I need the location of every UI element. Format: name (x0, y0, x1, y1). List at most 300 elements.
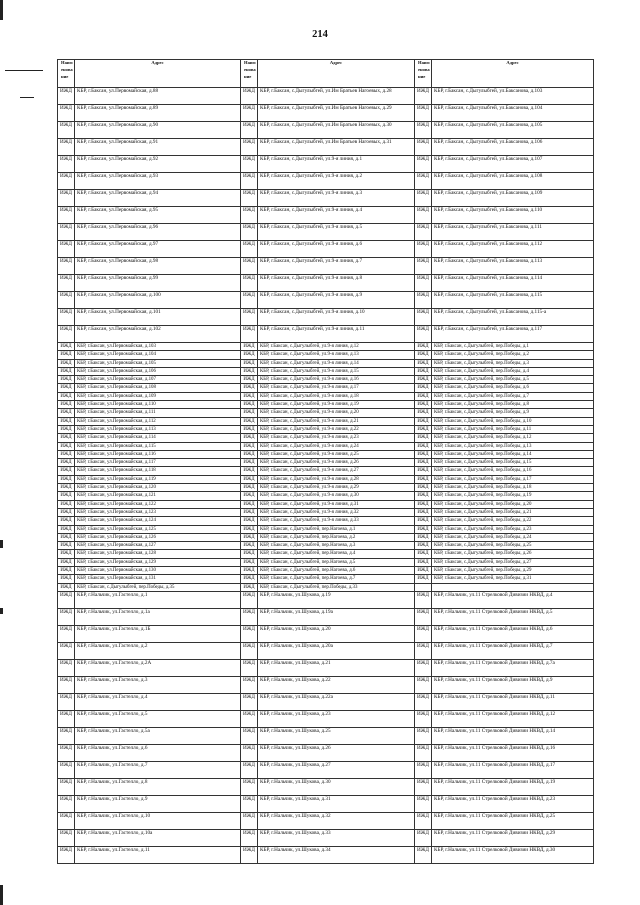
object-type-cell: ИЖД (241, 744, 258, 761)
address-cell: КБР, г.Баксан, с.Дыгулыбгей, ул.9-я линия, д.12 (258, 343, 415, 351)
object-type-cell: ИЖД (415, 425, 432, 433)
address-cell: КБР, г.Баксан, с.Дыгулыбгей, пер.Победы, д.15 (432, 459, 594, 467)
address-cell: КБР, г.Нальчик, ул.Шукова, д.19 (258, 591, 415, 608)
address-cell: КБР, г.Баксан, с.Дыгулыбгей, ул.9-я линия, д.11 (258, 326, 415, 343)
address-cell: КБР, г.Баксан, ул.Первомайская, д.117 (75, 459, 241, 467)
address-cell: КБР, г.Баксан, ул.Первомайская, д.129 (75, 558, 241, 566)
object-type-cell: ИЖД (241, 467, 258, 475)
address-cell: КБР, г.Нальчик, ул.Гастелло, д.5 (75, 710, 241, 727)
object-type-cell: ИЖД (58, 442, 75, 450)
table-row (58, 359, 594, 367)
object-type-cell: ИЖД (415, 517, 432, 525)
object-type-cell: ИЖД (241, 642, 258, 659)
address-cell: КБР, г.Нальчик, ул.Шукова, д.26 (258, 744, 415, 761)
object-type-cell: ИЖД (241, 459, 258, 467)
object-type-cell: ИЖД (241, 190, 258, 207)
address-cell: КБР, г.Баксан, с.Дыгулыбгей, ул.Баксанова, д.108 (432, 173, 594, 190)
address-cell: КБР, г.Баксан, с.Дыгулыбгей, пер.Победы, д.9 (432, 409, 594, 417)
object-type-cell: ИЖД (58, 88, 75, 105)
address-cell: КБР, г.Баксан, с.Дыгулыбгей, пер.Победы, д.4 (432, 367, 594, 375)
address-cell: КБР, г.Нальчик, ул.Гастелло, д.2А (75, 659, 241, 676)
object-type-cell: ИЖД (415, 744, 432, 761)
table-row (58, 467, 594, 475)
object-type-cell: ИЖД (58, 122, 75, 139)
object-type-cell: ИЖД (58, 384, 75, 392)
address-cell: КБР, г.Баксан, с.Дыгулыбгей, ул.9-я линия, д.16 (258, 376, 415, 384)
object-type-cell: ИЖД (241, 693, 258, 710)
object-type-cell: ИЖД (58, 343, 75, 351)
address-cell: КБР, г.Баксан, с.Дыгулыбгей, пер.Победы, д.33 (258, 583, 415, 591)
object-type-cell: ИЖД (415, 384, 432, 392)
address-cell: КБР, г.Баксан, ул.Первомайская, д.116 (75, 450, 241, 458)
address-cell: КБР, г.Баксан, с.Дыгулыбгей, пер.Победы, д.1 (432, 343, 594, 351)
table-row (58, 275, 594, 292)
object-type-cell: ИЖД (58, 139, 75, 156)
object-type-cell: ИЖД (415, 575, 432, 583)
address-cell: КБР, г.Баксан, с.Дыгулыбгей, пер.Победы, д.2 (432, 351, 594, 359)
address-cell: КБР, г.Баксан, ул.Первомайская, д.120 (75, 484, 241, 492)
address-cell: КБР, г.Баксан, с.Дыгулыбгей, пер.Победы, д.7 (432, 392, 594, 400)
object-type-cell: ИЖД (241, 525, 258, 533)
address-cell: КБР, г.Баксан, с.Дыгулыбгей, ул.Им Братьев Нагоевых, д.31 (258, 139, 415, 156)
address-cell: КБР, г.Баксан, ул.Первомайская, д.103 (75, 343, 241, 351)
object-type-cell: ИЖД (241, 500, 258, 508)
object-type-cell: ИЖД (415, 343, 432, 351)
column-header-type (58, 60, 75, 88)
object-type-cell: ИЖД (415, 258, 432, 275)
object-type-cell: ИЖД (241, 492, 258, 500)
object-type-cell: ИЖД (415, 156, 432, 173)
table-row (58, 846, 594, 863)
object-type-cell: ИЖД (58, 583, 75, 591)
table-row (58, 558, 594, 566)
object-type-cell: ИЖД (58, 693, 75, 710)
address-cell: КБР, г.Нальчик, ул.11 Стрелковой Дивизии НКВД, д.6 (432, 625, 594, 642)
object-type-cell: ИЖД (415, 778, 432, 795)
address-cell: КБР, г.Баксан, с.Дыгулыбгей, ул.9-я линия, д.15 (258, 367, 415, 375)
object-type-cell: ИЖД (415, 173, 432, 190)
object-type-cell: ИЖД (415, 508, 432, 516)
address-cell: КБР, г.Баксан, ул.Первомайская, д.123 (75, 508, 241, 516)
object-type-cell: ИЖД (241, 533, 258, 541)
object-type-cell: ИЖД (415, 542, 432, 550)
table-row (58, 139, 594, 156)
object-type-cell: ИЖД (415, 351, 432, 359)
scan-mark (5, 70, 43, 71)
address-cell: КБР, г.Нальчик, ул.Шукова, д.33 (258, 829, 415, 846)
table-row (58, 642, 594, 659)
address-cell: КБР, г.Нальчик, ул.Шукова, д.32 (258, 812, 415, 829)
table-row (58, 258, 594, 275)
address-cell: КБР, г.Баксан, ул.Первомайская, д.101 (75, 309, 241, 326)
address-cell: КБР, г.Баксан, ул.Первомайская, д.126 (75, 533, 241, 541)
object-type-cell: ИЖД (415, 608, 432, 625)
address-cell: КБР, г.Нальчик, ул.Гастелло, д.1 (75, 591, 241, 608)
address-cell: КБР, г.Баксан, ул.Первомайская, д.93 (75, 173, 241, 190)
object-type-cell: ИЖД (58, 351, 75, 359)
address-cell: КБР, г.Нальчик, ул.Гастелло, д.11 (75, 846, 241, 863)
object-type-cell: ИЖД (241, 139, 258, 156)
address-cell: КБР, г.Баксан, с.Дыгулыбгей, ул.Баксанова, д.107 (432, 156, 594, 173)
object-type-cell: ИЖД (58, 224, 75, 241)
table-row (58, 812, 594, 829)
object-type-cell: ИЖД (241, 88, 258, 105)
address-cell: КБР, г.Баксан, с.Дыгулыбгей, пер.Победы, д.26 (432, 550, 594, 558)
address-cell: КБР, г.Баксан, с.Дыгулыбгей, ул.Баксанова, д.111 (432, 224, 594, 241)
table-row (58, 744, 594, 761)
table-row (58, 517, 594, 525)
object-type-cell: ИЖД (415, 846, 432, 863)
object-type-cell: ИЖД (415, 275, 432, 292)
table-row (58, 173, 594, 190)
address-cell: КБР, г.Баксан, ул.Первомайская, д.119 (75, 475, 241, 483)
address-cell: КБР, г.Баксан, ул.Первомайская, д.110 (75, 401, 241, 409)
address-cell: КБР, г.Баксан, с.Дыгулыбгей, ул.9-я линия, д.21 (258, 417, 415, 425)
table-row (58, 326, 594, 343)
object-type-cell: ИЖД (241, 846, 258, 863)
address-cell: КБР, г.Баксан, с.Дыгулыбгей, пер.Победы, д.13 (432, 442, 594, 450)
address-cell: КБР, г.Нальчик, ул.11 Стрелковой Дивизии НКВД, д.19 (432, 778, 594, 795)
table-row (58, 442, 594, 450)
address-cell: КБР, г.Баксан, с.Дыгулыбгей, пер.Победы, д.3 (432, 359, 594, 367)
object-type-cell: ИЖД (241, 710, 258, 727)
address-cell: КБР, г.Баксан, с.Дыгулыбгей, ул.Баксанова, д.113 (432, 258, 594, 275)
address-cell: КБР, г.Баксан, с.Дыгулыбгей, пер.Победы, д.6 (432, 384, 594, 392)
table-row (58, 367, 594, 375)
table-row (58, 829, 594, 846)
object-type-cell: ИЖД (241, 409, 258, 417)
table-header-row (58, 60, 594, 88)
table-row (58, 343, 594, 351)
address-cell: КБР, г.Нальчик, ул.11 Стрелковой Дивизии НКВД, д.12 (432, 710, 594, 727)
object-type-cell: ИЖД (58, 450, 75, 458)
object-type-cell: ИЖД (241, 392, 258, 400)
address-cell: КБР, г.Баксан, с.Дыгулыбгей, ул.9-я линия, д.8 (258, 275, 415, 292)
object-type-cell: ИЖД (58, 829, 75, 846)
table-row (58, 778, 594, 795)
object-type-cell: ИЖД (58, 558, 75, 566)
object-type-cell: ИЖД (241, 326, 258, 343)
table-row (58, 583, 594, 591)
object-type-cell: ИЖД (58, 275, 75, 292)
table-row (58, 409, 594, 417)
address-cell: КБР, г.Баксан, с.Дыгулыбгей, ул.9-я линия, д.24 (258, 442, 415, 450)
address-cell: КБР, г.Нальчик, ул.11 Стрелковой Дивизии НКВД, д.29 (432, 829, 594, 846)
object-type-cell: ИЖД (415, 475, 432, 483)
object-type-cell: ИЖД (415, 434, 432, 442)
address-cell: КБР, г.Баксан, ул.Первомайская, д.92 (75, 156, 241, 173)
scan-mark (20, 97, 34, 98)
address-cell: КБР, г.Баксан, с.Дыгулыбгей, ул.9-я линия, д.25 (258, 450, 415, 458)
table-row (58, 492, 594, 500)
table-row (58, 292, 594, 309)
address-cell: КБР, г.Баксан, ул.Первомайская, д.109 (75, 392, 241, 400)
address-cell: КБР, г.Баксан, с.Дыгулыбгей, пер.Победы, д.27 (432, 558, 594, 566)
object-type-cell: ИЖД (241, 608, 258, 625)
object-type-cell: ИЖД (58, 567, 75, 575)
address-cell: КБР, г.Баксан, с.Дыгулыбгей, пер.Нагоева, д.1 (258, 525, 415, 533)
address-cell: КБР, г.Нальчик, ул.11 Стрелковой Дивизии НКВД, д.30 (432, 846, 594, 863)
object-type-cell: ИЖД (241, 727, 258, 744)
table-row (58, 500, 594, 508)
address-cell: КБР, г.Баксан, ул.Первомайская, д.95 (75, 207, 241, 224)
address-cell: КБР, г.Баксан, с.Дыгулыбгей, ул.9-я линия, д.9 (258, 292, 415, 309)
table-row (58, 727, 594, 744)
address-cell: КБР, г.Нальчик, ул.Шукова, д.25 (258, 727, 415, 744)
object-type-cell: ИЖД (241, 778, 258, 795)
object-type-cell: ИЖД (415, 492, 432, 500)
table-row (58, 542, 594, 550)
object-type-cell: ИЖД (241, 309, 258, 326)
address-cell: КБР, г.Баксан, с.Дыгулыбгей, пер.Нагоева, д.4 (258, 550, 415, 558)
address-cell: КБР, г.Баксан, с.Дыгулыбгей, ул.9-я линия, д.22 (258, 425, 415, 433)
object-type-cell: ИЖД (241, 442, 258, 450)
address-cell: КБР, г.Нальчик, ул.Шукова, д.22а (258, 693, 415, 710)
object-type-cell: ИЖД (58, 761, 75, 778)
address-cell: КБР, г.Баксан, ул.Первомайская, д.106 (75, 367, 241, 375)
object-type-cell: ИЖД (58, 608, 75, 625)
object-type-cell: ИЖД (58, 846, 75, 863)
address-cell: КБР, г.Нальчик, ул.Гастелло, д.7 (75, 761, 241, 778)
table-row (58, 351, 594, 359)
address-cell: КБР, г.Баксан, с.Дыгулыбгей, ул.9-я линия, д.4 (258, 207, 415, 224)
object-type-cell: ИЖД (58, 508, 75, 516)
address-cell: КБР, г.Нальчик, ул.11 Стрелковой Дивизии НКВД, д.7а (432, 659, 594, 676)
object-type-cell: ИЖД (415, 105, 432, 122)
address-cell: КБР, г.Баксан, с.Дыгулыбгей, ул.9-я линия, д.28 (258, 475, 415, 483)
address-cell: КБР, г.Баксан, ул.Первомайская, д.121 (75, 492, 241, 500)
table-row (58, 434, 594, 442)
scan-mark (0, 885, 3, 905)
object-type-cell: ИЖД (415, 450, 432, 458)
address-cell: КБР, г.Баксан, с.Дыгулыбгей, ул.9-я линия, д.2 (258, 173, 415, 190)
address-cell: КБР, г.Баксан, с.Дыгулыбгей, ул.Баксанова, д.105 (432, 122, 594, 139)
object-type-cell: ИЖД (241, 659, 258, 676)
table-row (58, 207, 594, 224)
address-cell: КБР, г.Нальчик, ул.Гастелло, д.10а (75, 829, 241, 846)
table-row (58, 710, 594, 727)
object-type-cell: ИЖД (415, 326, 432, 343)
address-cell: КБР, г.Баксан, ул.Первомайская, д.108 (75, 384, 241, 392)
column-header-address: Адрес (258, 60, 415, 88)
object-type-cell: ИЖД (241, 343, 258, 351)
address-cell: КБР, г.Баксан, ул.Первомайская, д.104 (75, 351, 241, 359)
address-cell: КБР, г.Баксан, с.Дыгулыбгей, ул.Баксанова, д.115-а (432, 309, 594, 326)
address-cell: КБР, г.Нальчик, ул.11 Стрелковой Дивизии НКВД, д.11 (432, 693, 594, 710)
object-type-cell: ИЖД (58, 575, 75, 583)
address-cell: КБР, г.Баксан, с.Дыгулыбгей, пер.Победы, д.11 (432, 425, 594, 433)
table-row (58, 425, 594, 433)
address-cell: КБР, г.Нальчик, ул.11 Стрелковой Дивизии НКВД, д.17 (432, 761, 594, 778)
object-type-cell: ИЖД (58, 241, 75, 258)
object-type-cell: ИЖД (58, 778, 75, 795)
object-type-cell: ИЖД (241, 591, 258, 608)
table-row (58, 459, 594, 467)
table-row (58, 625, 594, 642)
object-type-cell: ИЖД (58, 376, 75, 384)
address-cell: КБР, г.Баксан, ул.Первомайская, д.113 (75, 425, 241, 433)
address-cell: КБР, г.Баксан, с.Дыгулыбгей, пер.Победы, д.25 (432, 542, 594, 550)
table-row (58, 575, 594, 583)
address-cell: КБР, г.Баксан, с.Дыгулыбгей, ул.Баксанова, д.103 (432, 88, 594, 105)
address-cell: КБР, г.Баксан, ул.Первомайская, д.97 (75, 241, 241, 258)
object-type-cell: ИЖД (241, 583, 258, 591)
address-cell: КБР, г.Баксан, ул.Первомайская, д.99 (75, 275, 241, 292)
address-cell: КБР, г.Баксан, с.Дыгулыбгей, ул.9-я линия, д.6 (258, 241, 415, 258)
object-type-cell: ИЖД (241, 359, 258, 367)
address-cell: КБР, г.Нальчик, ул.11 Стрелковой Дивизии НКВД, д.9 (432, 676, 594, 693)
address-cell: КБР, г.Баксан, с.Дыгулыбгей, ул.9-я линия, д.5 (258, 224, 415, 241)
table-row (58, 122, 594, 139)
object-type-cell: ИЖД (58, 659, 75, 676)
table-row (58, 567, 594, 575)
object-type-cell (415, 583, 432, 591)
address-cell: КБР, г.Нальчик, ул.11 Стрелковой Дивизии НКВД, д.5 (432, 608, 594, 625)
object-type-cell: ИЖД (58, 409, 75, 417)
address-cell: КБР, г.Баксан, с.Дыгулыбгей, пер.Победы, д.21 (432, 508, 594, 516)
object-type-cell: ИЖД (58, 533, 75, 541)
object-type-cell: ИЖД (58, 475, 75, 483)
object-type-cell: ИЖД (415, 761, 432, 778)
page-number: 214 (312, 29, 328, 40)
address-cell: КБР, г.Баксан, с.Дыгулыбгей, ул.Им Братьев Нагоевых, д.29 (258, 105, 415, 122)
object-type-cell: ИЖД (241, 484, 258, 492)
object-type-cell: ИЖД (241, 761, 258, 778)
address-cell: КБР, г.Баксан, с.Дыгулыбгей, пер.Победы, д.12 (432, 434, 594, 442)
object-type-cell: ИЖД (58, 359, 75, 367)
address-cell: КБР, г.Нальчик, ул.Шукова, д.21 (258, 659, 415, 676)
address-cell: КБР, г.Баксан, ул.Первомайская, д.107 (75, 376, 241, 384)
column-header-address: Адрес (432, 60, 594, 88)
address-cell: КБР, г.Нальчик, ул.11 Стрелковой Дивизии НКВД, д.7 (432, 642, 594, 659)
object-type-cell: ИЖД (415, 829, 432, 846)
object-type-cell: ИЖД (415, 727, 432, 744)
object-type-cell: ИЖД (241, 475, 258, 483)
object-type-cell: ИЖД (415, 190, 432, 207)
address-cell: КБР, г.Баксан, ул.Первомайская, д.90 (75, 122, 241, 139)
address-cell: КБР, г.Нальчик, ул.Гастелло, д.1а (75, 608, 241, 625)
address-table (57, 59, 594, 864)
object-type-cell: ИЖД (58, 500, 75, 508)
object-type-cell: ИЖД (415, 484, 432, 492)
address-cell: КБР, г.Нальчик, ул.Шукова, д.27 (258, 761, 415, 778)
object-type-cell: ИЖД (415, 500, 432, 508)
object-type-cell: ИЖД (415, 525, 432, 533)
address-cell: КБР, г.Баксан, с.Дыгулыбгей, пер.Нагоева, д.5 (258, 558, 415, 566)
object-type-cell: ИЖД (241, 207, 258, 224)
object-type-cell: ИЖД (241, 241, 258, 258)
header-type-label: Наим енова ние (244, 60, 256, 79)
address-cell: КБР, г.Баксан, с.Дыгулыбгей, пер.Победы, д.5 (432, 376, 594, 384)
address-cell: КБР, г.Баксан, с.Дыгулыбгей, ул.Баксанова, д.109 (432, 190, 594, 207)
address-cell: КБР, г.Нальчик, ул.11 Стрелковой Дивизии НКВД, д.23 (432, 795, 594, 812)
address-cell: КБР, г.Баксан, с.Дыгулыбгей, ул.9-я линия, д.14 (258, 359, 415, 367)
address-cell: КБР, г.Нальчик, ул.Гастелло, д.9 (75, 795, 241, 812)
address-cell: КБР, г.Баксан, с.Дыгулыбгей, пер.Победы, д.22 (432, 517, 594, 525)
table-row (58, 591, 594, 608)
object-type-cell: ИЖД (415, 139, 432, 156)
address-cell: КБР, г.Баксан, с.Дыгулыбгей, ул.Им Братьев Нагоевых, д.30 (258, 122, 415, 139)
object-type-cell: ИЖД (415, 533, 432, 541)
object-type-cell: ИЖД (241, 173, 258, 190)
address-cell: КБР, г.Баксан, с.Дыгулыбгей, ул.Баксанова, д.115 (432, 292, 594, 309)
address-cell: КБР, г.Баксан, с.Дыгулыбгей, ул.9-я линия, д.7 (258, 258, 415, 275)
address-cell: КБР, г.Баксан, с.Дыгулыбгей, ул.Баксанова, д.104 (432, 105, 594, 122)
address-cell: КБР, г.Баксан, с.Дыгулыбгей, пер.Победы, д.10 (432, 417, 594, 425)
address-cell: КБР, г.Баксан, с.Дыгулыбгей, ул.9-я линия, д.31 (258, 500, 415, 508)
object-type-cell: ИЖД (58, 156, 75, 173)
object-type-cell: ИЖД (58, 710, 75, 727)
address-cell: КБР, г.Баксан, ул.Первомайская, д.102 (75, 326, 241, 343)
object-type-cell: ИЖД (415, 795, 432, 812)
object-type-cell: ИЖД (58, 625, 75, 642)
table-row (58, 241, 594, 258)
table-row (58, 392, 594, 400)
object-type-cell: ИЖД (58, 326, 75, 343)
address-cell: КБР, г.Баксан, ул.Первомайская, д.125 (75, 525, 241, 533)
object-type-cell: ИЖД (58, 676, 75, 693)
address-cell: КБР, г.Баксан, с.Дыгулыбгей, пер.Победы, д.31 (432, 575, 594, 583)
object-type-cell: ИЖД (415, 550, 432, 558)
object-type-cell: ИЖД (415, 812, 432, 829)
table-row (58, 533, 594, 541)
object-type-cell: ИЖД (415, 642, 432, 659)
object-type-cell: ИЖД (58, 258, 75, 275)
address-cell: КБР, г.Баксан, ул.Первомайская, д.88 (75, 88, 241, 105)
address-cell: КБР, г.Нальчик, ул.Шукова, д.20а (258, 642, 415, 659)
object-type-cell: ИЖД (241, 258, 258, 275)
object-type-cell: ИЖД (58, 309, 75, 326)
address-cell: КБР, г.Нальчик, ул.11 Стрелковой Дивизии НКВД, д.14 (432, 727, 594, 744)
object-type-cell: ИЖД (415, 401, 432, 409)
address-cell: КБР, г.Баксан, с.Дыгулыбгей, ул.9-я линия, д.30 (258, 492, 415, 500)
address-cell: КБР, г.Баксан, с.Дыгулыбгей, пер.Победы, д.18 (432, 484, 594, 492)
address-cell (432, 583, 594, 591)
object-type-cell: ИЖД (58, 459, 75, 467)
address-cell: КБР, г.Нальчик, ул.Гастелло, д.8 (75, 778, 241, 795)
address-cell: КБР, г.Нальчик, ул.Шукова, д.20 (258, 625, 415, 642)
object-type-cell: ИЖД (241, 425, 258, 433)
table-row (58, 676, 594, 693)
address-cell: КБР, г.Баксан, ул.Первомайская, д.118 (75, 467, 241, 475)
object-type-cell: ИЖД (415, 409, 432, 417)
object-type-cell: ИЖД (58, 207, 75, 224)
address-cell: КБР, г.Баксан, с.Дыгулыбгей, ул.9-я линия, д.19 (258, 401, 415, 409)
address-cell: КБР, г.Баксан, с.Дыгулыбгей, пер.Победы, д.8 (432, 401, 594, 409)
scan-mark (0, 0, 3, 20)
table-row (58, 525, 594, 533)
address-cell: КБР, г.Нальчик, ул.11 Стрелковой Дивизии НКВД, д.16 (432, 744, 594, 761)
object-type-cell: ИЖД (415, 392, 432, 400)
object-type-cell: ИЖД (241, 542, 258, 550)
object-type-cell: ИЖД (415, 417, 432, 425)
address-cell: КБР, г.Баксан, с.Дыгулыбгей, ул.9-я линия, д.29 (258, 484, 415, 492)
address-cell: КБР, г.Баксан, с.Дыгулыбгей, ул.9-я линия, д.10 (258, 309, 415, 326)
object-type-cell: ИЖД (241, 384, 258, 392)
object-type-cell: ИЖД (58, 550, 75, 558)
object-type-cell: ИЖД (241, 517, 258, 525)
table-row (58, 401, 594, 409)
object-type-cell: ИЖД (58, 744, 75, 761)
object-type-cell: ИЖД (58, 190, 75, 207)
address-cell: КБР, г.Баксан, с.Дыгулыбгей, ул.Баксанова, д.112 (432, 241, 594, 258)
object-type-cell: ИЖД (415, 309, 432, 326)
object-type-cell: ИЖД (58, 484, 75, 492)
table-row (58, 550, 594, 558)
object-type-cell: ИЖД (241, 292, 258, 309)
address-cell: КБР, г.Нальчик, ул.Шукова, д.34 (258, 846, 415, 863)
address-cell: КБР, г.Баксан, с.Дыгулыбгей, ул.9-я линия, д.13 (258, 351, 415, 359)
